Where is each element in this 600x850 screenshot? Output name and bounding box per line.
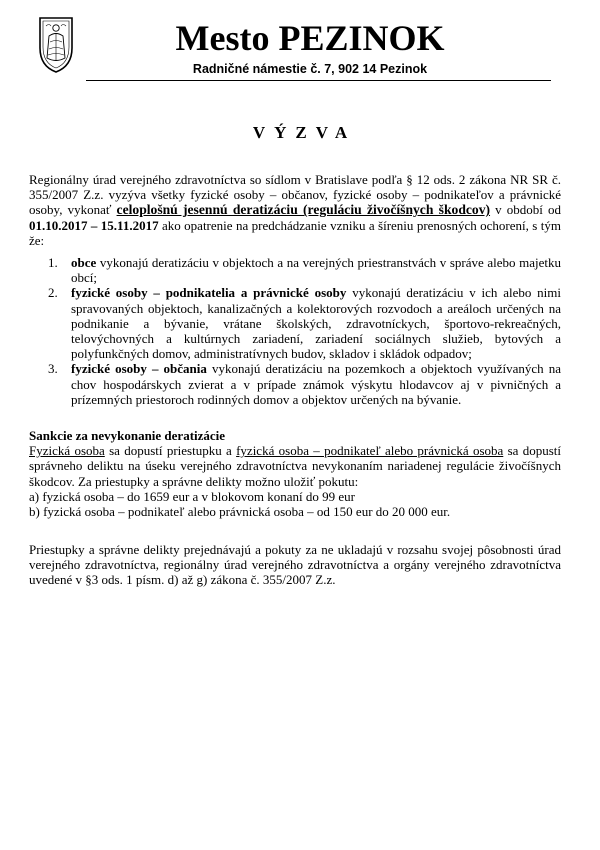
list-item-subject: fyzické osoby – občania	[71, 361, 207, 377]
sanctions-subject-1: Fyzická osoba	[29, 443, 105, 459]
list-item-text: vykonajú deratizáciu v objektoch a na verejných priestranstvách v správe alebo majetku obcí;	[71, 255, 561, 286]
sanctions-paragraph	[29, 443, 561, 489]
intro-text-2: v období od	[495, 202, 562, 218]
intro-text-1: Regionálny úrad verejného zdravotníctva so sídlom v Bratislave podľa § 12 ods. 2 zákona NR SR č. 355/2007 Z.z. vyzýva všetky fyzické osoby – občanov, fyzické osoby – podnikateľov a právnické osoby, vykonať	[29, 172, 561, 218]
intro-paragraph	[29, 172, 561, 248]
list-item-number: 1.	[48, 255, 58, 270]
fine-line-a: a) fyzická osoba – do 1659 eur a v blokovom konaní do 99 eur	[29, 488, 356, 504]
town-name: Mesto PEZINOK	[175, 18, 445, 58]
obligations-list	[29, 255, 561, 407]
list-item-text: vykonajú deratizáciu v ich alebo nimi spravovaných objektoch, kanalizačných a kolektorových rozvodoch a areáloch určených na podnikanie a bývanie, vrátane školských, zdravotníckych, športovo-rekreačných, telovýchovných a kultúrnych zariadení, zariadení sociálnych služieb, bytových a polyfunkčných domov, administratívnych budov, skladov i skládok odpadov;	[71, 285, 562, 362]
pezinok-coat-of-arms-icon	[37, 14, 75, 74]
header-divider	[86, 80, 551, 81]
list-item	[29, 361, 561, 407]
list-item-subject: fyzické osoby – podnikatelia a právnické osoby	[71, 285, 347, 301]
deratization-period: 01.10.2017 – 15.11.2017	[29, 217, 159, 233]
sanctions-subject-2: fyzická osoba – podnikateľ alebo právnická osoba	[236, 443, 504, 459]
list-item-text: vykonajú deratizáciu na pozemkoch a objektoch využívaných na chov hospodárskych zvierat a v prípade známok výskytu hlodavcov aj v pivničných a prízemných priestoroch rodinných domov a objektov určených na bývanie.	[71, 361, 561, 407]
list-item	[29, 285, 561, 361]
list-item	[29, 255, 561, 285]
fine-line-b: b) fyzická osoba – podnikateľ alebo právnická osoba – od 150 eur do 20 000 eur.	[29, 504, 451, 520]
town-address: Radničné námestie č. 7, 902 14 Pezinok	[192, 62, 428, 76]
deratization-emphasis: celoplošnú jesennú deratizáciu (reguláciu živočíšnych škodcov)	[116, 202, 491, 218]
sanctions-section	[29, 428, 561, 519]
sanctions-heading: Sankcie za nevykonanie deratizácie	[29, 428, 226, 443]
list-item-number: 3.	[48, 361, 58, 377]
list-item-subject: obce	[71, 255, 97, 270]
document-heading: VÝZVA	[252, 123, 357, 142]
intro-text-3: ako opatrenie na predchádzanie vzniku a šíreniu prenosných ochorení, s tým že:	[29, 217, 561, 248]
closing-paragraph: Priestupky a správne delikty prejednávajú a pokuty za ne ukladajú v rozsahu svojej pôsobnosti úrad verejného zdravotníctva, regionálny úrad verejného zdravotníctva a orgány verejného zdravotníctva uvedené v §3 ods. 1 písm. d) až g) zákona č. 355/2007 Z.z.	[29, 542, 561, 588]
sanctions-text-1: sa dopustí priestupku a	[104, 443, 237, 459]
list-item-number: 2.	[48, 285, 58, 301]
sanctions-text-2: sa dopustí správneho deliktu na úseku verejného zdravotníctva nevykonaním nariadenej regulácie živočíšnych škodcov. Za priestupky a správne delikty možno uložiť pokutu:	[29, 443, 562, 489]
